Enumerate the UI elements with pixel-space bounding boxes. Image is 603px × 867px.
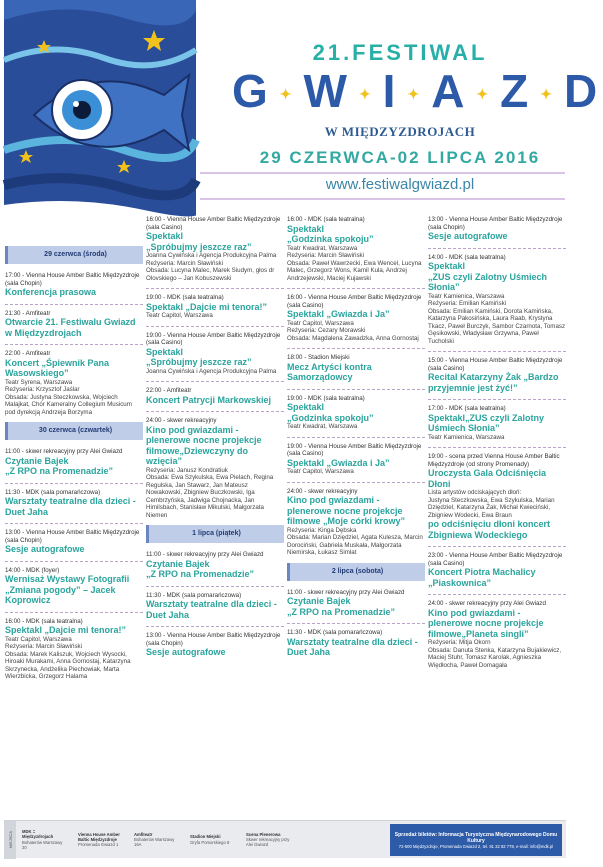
- event-subtitle: po odciśnięciu dłoni koncert Zbigniewa Wodeckiego: [428, 519, 551, 540]
- event-title: Uroczysta Gala Odciśnięcia Dłoni: [428, 468, 547, 489]
- event: [5, 448, 143, 477]
- divider: [287, 348, 425, 349]
- event-subtitle: „Z RPO na Promenadzie”: [287, 606, 396, 617]
- divider: [200, 172, 565, 174]
- event: [287, 443, 425, 476]
- event-time: 11:30 - MDK (sala pomarańczowa): [287, 629, 383, 636]
- divider: [5, 344, 143, 345]
- event-title: Warsztaty teatralne dla dzieci - Duet Jaha: [146, 599, 277, 620]
- event-info: Obsada: Justyna Steczkowska, Wojciech Malajkat, Chór Kameralny Collegium Musicum pod dyrekcją Andrzeja Borzyma: [5, 393, 132, 416]
- divider: [146, 626, 284, 627]
- event-time: 18:00 - Stadion Miejski: [287, 354, 350, 361]
- day-header: 1 lipca (piątek): [146, 525, 284, 543]
- tickets-info: Sprzedaż biletów: Informacja Turystyczna Międzynarodowego Domu Kultury 72-500 Międzyzdroje, Promenada Gwiazd 2, tel. 91 32 82 778, e-mail: info@mdk.pl: [390, 824, 562, 856]
- event: [428, 405, 566, 441]
- event-time: 24:00 - skwer rekreacyjny: [287, 487, 358, 495]
- festival-number: 21.FESTIWAL: [312, 40, 488, 65]
- schedule-column-4: [428, 216, 566, 675]
- event: [428, 216, 566, 242]
- event-time: 13:00 - Vienna House Amber Baltic Międzyzdroje (sala Chopin): [146, 632, 281, 647]
- venue: Amfiteatr Bohaterów Warszawy 16A: [134, 831, 175, 848]
- event-info: Teatr Capitol, Warszawa: [287, 468, 354, 475]
- divider: [5, 523, 143, 524]
- event-time: 19:00 - scena przed Vienna House Amber Baltic Międzyzdroje (od strony Promenady): [428, 453, 560, 468]
- event-info: Lista artystów odciskających dłoń:: [428, 489, 522, 496]
- divider: [5, 304, 143, 305]
- footer-tag: MIEJSCA: [4, 821, 16, 859]
- divider: [287, 389, 425, 390]
- divider: [428, 594, 566, 595]
- footer: [4, 820, 566, 858]
- event-time: 19:00 - MDK (sala teatralna): [146, 294, 224, 301]
- event-info: Teatr Kwadrat, Warszawa: [287, 244, 358, 252]
- event-title: Kino pod gwiazdami - plenerowe nocne projekcje filmowe „Moje córki krowy”: [287, 495, 406, 526]
- event-time: 11:00 - skwer rekreacyjny przy Alei Gwiazd: [146, 551, 264, 558]
- event-title: Czytanie Bajek: [146, 558, 210, 569]
- divider: [5, 612, 143, 613]
- event-title: Kino pod gwiazdami - plenerowe nocne projekcje filmowe„Dziewczyny do wzięcia”: [146, 424, 262, 466]
- event-info: Teatr Capitol, Warszawa: [287, 319, 354, 327]
- event-info: Obsada: Magdalena Zawadzka, Anna Gornostaj: [287, 334, 419, 342]
- event-title: Wernisaż Wystawy Fotografii „Zmiana pogody” – Jacek Koprowicz: [5, 574, 130, 605]
- venue: Stadion Miejski Gryfa Pomorskiego 8: [190, 834, 230, 845]
- event-time: 11:00 - skwer rekreacyjny przy Alei Gwiazd: [287, 588, 405, 596]
- event-title: Czytanie Bajek: [287, 596, 351, 606]
- event-title: Koncert „Śpiewnik Pana Wasowskiego”: [5, 357, 110, 378]
- event-info: Teatr Capitol, Warszawa: [146, 312, 213, 319]
- event-time: 19:00 - Vienna House Amber Baltic Międzyzdroje (sala Casino): [146, 331, 281, 346]
- fish-eye-illustration: [4, 0, 196, 218]
- event-time: 16:00 - MDK (sala teatralna): [287, 216, 365, 223]
- event-title: Recital Katarzyny Żak „Bardzo przyjemnie jest żyć!”: [428, 372, 559, 393]
- event: [428, 254, 566, 346]
- festival-name: G ✦ W ✦ I ✦ A ✦ Z ✦ D: [232, 65, 603, 117]
- event-subtitle: „Spróbujmy jeszcze raz”: [146, 241, 252, 252]
- event-title: Spektakl „Dajcie mi tenora!”: [146, 301, 268, 312]
- event: [287, 589, 425, 618]
- event-time: 15:00 - Vienna House Amber Baltic Międzyzdroje (sala Casino): [428, 357, 563, 372]
- venue: MDK = Międzyzdrojach Bohaterów Warszawy 20: [22, 829, 63, 850]
- schedule-column-2: [146, 216, 284, 664]
- festival-url[interactable]: www.festiwalgwiazd.pl: [325, 176, 475, 193]
- event: [5, 618, 143, 681]
- event-time: 16:00 - Vienna House Amber Baltic Międzyzdroje (sala Casino): [146, 216, 281, 231]
- event-title: Spektakl: [287, 223, 325, 234]
- event: [287, 395, 425, 431]
- event-time: 22:00 - Amfiteatr: [146, 387, 192, 394]
- event-info: Obsada: Emilian Kamiński, Dorota Kamińska, Katarzyna Pakosińska, Laura Raab, Krystyna Tkacz, Paweł Burczyk, Sambor Czarnota, Tomasz Gęsikowski, Władysław Grzywna, Paweł Tucholski: [428, 307, 566, 345]
- event: [5, 272, 143, 298]
- divider: [428, 351, 566, 352]
- divider: [146, 586, 284, 587]
- event: [5, 310, 143, 339]
- divider: [5, 483, 143, 484]
- event-title: Sesje autografowe: [5, 544, 85, 554]
- divider: [287, 623, 425, 624]
- divider: [287, 437, 425, 438]
- event: [428, 453, 566, 540]
- event-info: Teatr Syrena, Warszawa: [5, 378, 73, 386]
- event-time: 24:00 - skwer rekreacyjny: [146, 417, 217, 424]
- festival-artwork: [4, 0, 196, 218]
- event-info: Justyna Steczkowska, Ewa Szykulska, Marian Dziędziel, Katarzyna Żak, Michał Kwieciński, Zbigniew Wodecki, Ewa Braun: [428, 496, 555, 519]
- event: [287, 629, 425, 658]
- event: [146, 592, 284, 621]
- event: [146, 294, 284, 320]
- event-title: Konferencja prasowa: [5, 287, 97, 297]
- divider: [428, 399, 566, 400]
- event-info: Teatr Kwadrat, Warszawa: [287, 423, 358, 430]
- day-header: 29 czerwca (środa): [5, 246, 143, 264]
- event: [146, 216, 284, 282]
- event-time: 17:00 - MDK (sala teatralna): [428, 405, 506, 412]
- event-info: Joanna Cywińska i Agencja Produkcyjna Palma: [146, 367, 277, 375]
- event-subtitle: „Z RPO na Promenadzie”: [5, 466, 114, 476]
- event: [146, 332, 284, 376]
- event-info: Teatr Capitol, Warszawa: [5, 635, 72, 643]
- event-subtitle: „ZUS czyli Zalotny Uśmiech Słonia”: [428, 271, 548, 292]
- festival-location: W MIĘDZYZDROJACH: [324, 124, 476, 139]
- event-info: Teatr Kamienica, Warszawa: [428, 292, 505, 300]
- schedule-column-3: [287, 216, 425, 664]
- event: [146, 417, 284, 519]
- event-title: Spektakl: [146, 231, 184, 241]
- event-subtitle: „Spróbujmy jeszcze raz”: [146, 357, 252, 367]
- event: [287, 488, 425, 557]
- divider: [146, 411, 284, 412]
- event-info: Reżyseria: Marcin Sławiński: [287, 252, 365, 259]
- event-title: Mecz Artyści kontra Samorządowcy: [287, 361, 372, 382]
- event-info: Obsada: Paweł Wawrzecki, Ewa Wencel, Lucyna Malec, Grzegorz Wons, Kamil Kula, Andrzej Andrzejewski, Maciej Kujawski: [287, 259, 422, 282]
- event-subtitle: „Godzinka spokoju”: [287, 412, 374, 423]
- event: [287, 354, 425, 383]
- event-subtitle: „Z RPO na Promenadzie”: [146, 569, 255, 579]
- event-title: Spektakl „Dajcie mi tenora!”: [5, 625, 127, 635]
- event: [146, 551, 284, 580]
- event-time: 19:00 - Vienna House Amber Baltic Międzyzdroje (sala Casino): [287, 442, 422, 457]
- event-time: 17:00 - Vienna House Amber Baltic Międzyzdroje (sala Chopin): [5, 272, 140, 287]
- event-info: Reżyseria: Mitja Okorn: [428, 639, 491, 646]
- event-title: Sesje autografowe: [146, 647, 226, 657]
- event-title: Spektakl „Gwiazda i Ja”: [287, 309, 390, 319]
- divider: [200, 198, 565, 200]
- divider: [5, 561, 143, 562]
- day-header: 2 lipca (sobota): [287, 563, 425, 581]
- event-time: 11:00 - skwer rekreacyjny przy Alei Gwiazd: [5, 448, 123, 455]
- divider: [146, 381, 284, 382]
- festival-dates: 29 CZERWCA-02 LIPCA 2016: [259, 148, 541, 167]
- event-info: Teatr Kamienica, Warszawa: [428, 433, 505, 441]
- event-title: Spektakl: [287, 402, 325, 412]
- event-time: 16:00 - MDK (sala teatralna): [5, 617, 83, 625]
- venue: Vienna House Amber Baltic Międzyzdroje Promenada Gwiazd 1: [78, 831, 120, 848]
- event: [5, 567, 143, 606]
- event-time: 11:30 - MDK (sala pomarańczowa): [146, 591, 242, 599]
- divider: [428, 546, 566, 547]
- event: [428, 357, 566, 393]
- event-info: Obsada: Marian Dziędziel, Agata Kulesza, Marcin Dorociński, Gabriela Muskała, Małgorzata Niemirska, Łukasz Simlat: [287, 534, 423, 556]
- event: [428, 552, 566, 588]
- divider: [428, 248, 566, 249]
- event-title: Warsztaty teatralne dla dzieci - Duet Jaha: [5, 496, 136, 517]
- event-info: Reżyseria: Marcin Sławiński: [5, 643, 83, 650]
- event-time: 14:00 - MDK (sala teatralna): [428, 253, 506, 261]
- divider: [146, 326, 284, 327]
- event: [5, 350, 143, 416]
- divider: [287, 482, 425, 483]
- event-info: Reżyseria: Cezary Morawski: [287, 327, 366, 334]
- event-title: Spektakl „Gwiazda i Ja”: [287, 457, 390, 468]
- event-info: Obsada: Danuta Stenka, Katarzyna Bujakiewicz, Maciej Stuhr, Tomasz Karolak, Agnieszka Więdłocha, Paweł Domagała: [428, 646, 562, 669]
- divider: [287, 288, 425, 289]
- event-info: Reżyseria: Krzysztof Jaślar: [5, 386, 80, 393]
- event: [146, 632, 284, 658]
- event-title: Koncert Piotra Machalicy „Piaskownica”: [428, 567, 536, 588]
- event: [428, 600, 566, 669]
- event-time: 11:30 - MDK (sala pomarańczowa): [5, 488, 101, 496]
- event-time: 13:00 - Vienna House Amber Baltic Międzyzdroje (sala Chopin): [5, 529, 140, 544]
- day-header: 30 czerwca (czwartek): [5, 422, 143, 440]
- event-title: Czytanie Bajek: [5, 455, 69, 466]
- divider: [428, 447, 566, 448]
- event: [5, 489, 143, 518]
- event-info: Obsada: Marek Kaliszuk, Wojciech Wysocki, Hiroaki Murakami, Anna Gornostaj, Katarzyna Skrzynecka, Andżelika Piechowiak, Marta Wierzbicka, Grzegorz Halama: [5, 650, 131, 680]
- event-time: 19:00 - MDK (sala teatralna): [287, 394, 365, 402]
- event-title: Otwarcie 21. Festiwalu Gwiazd w Międzyzdrojach: [5, 317, 136, 338]
- event: [5, 529, 143, 555]
- event-info: Joanna Cywińska i Agencja Produkcyjna Palma: [146, 252, 277, 259]
- event-title: Sesje autografowe: [428, 231, 508, 241]
- event-title: Spektakl: [146, 346, 184, 357]
- venue: Scena Plenerowa Skwer rekreacyjny przy Alei Gwiazd: [246, 831, 290, 848]
- event-title: Spektakl„ZUS czyli Zalotny Uśmiech Słonia”: [428, 412, 545, 433]
- event-time: 22:00 - Amfiteatr: [5, 350, 51, 357]
- event: [287, 216, 425, 282]
- event-info: Obsada: Lucyna Malec, Marek Siudym, głos dr Olovskiego – Jan Kobuszewski: [146, 267, 275, 282]
- divider: [146, 288, 284, 289]
- event-title: Warsztaty teatralne dla dzieci - Duet Jaha: [287, 636, 418, 657]
- schedule-column-1: [5, 216, 143, 687]
- event-time: 23:00 - Vienna House Amber Baltic Międzyzdroje (sala Casino): [428, 552, 563, 567]
- event-subtitle: „Godzinka spokoju”: [287, 234, 374, 244]
- event-title: Koncert Patrycji Markowskiej: [146, 394, 272, 405]
- event-info: Reżyseria: Janusz Kondratiuk: [146, 466, 228, 474]
- event-info: Obsada: Ewa Szykulska, Ewa Pielach, Regina Regulska, Jan Stawarz, Jan Mateusz Nowakowski, Zbigniew Buczkowski, Iga Cembrzyńska, Jadwiga Chojnacka, Jan Himilsbach, Stanisław Mikulski, Małgorzata Niemen: [146, 474, 274, 519]
- event: [146, 387, 284, 405]
- event-time: 21:30 - Amfiteatr: [5, 309, 51, 317]
- event: [287, 294, 425, 342]
- event-time: 14:00 - MDK (foyer): [5, 566, 60, 574]
- event-info: Reżyseria: Marcin Sławiński: [146, 259, 224, 267]
- event-info: Reżyseria: Emilian Kamiński: [428, 300, 507, 307]
- event-title: Spektakl: [428, 261, 466, 271]
- event-time: 16:00 - Vienna House Amber Baltic Międzyzdroje (sala Casino): [287, 294, 422, 309]
- event-title: Kino pod gwiazdami - plenerowe nocne projekcje filmowe„Planeta singli”: [428, 607, 544, 639]
- event-time: 24:00 - skwer rekreacyjny przy Alei Gwiazd: [428, 600, 546, 607]
- event-info: Reżyseria: Kinga Dębska: [287, 526, 357, 534]
- event-time: 13:00 - Vienna House Amber Baltic Międzyzdroje (sala Chopin): [428, 216, 563, 231]
